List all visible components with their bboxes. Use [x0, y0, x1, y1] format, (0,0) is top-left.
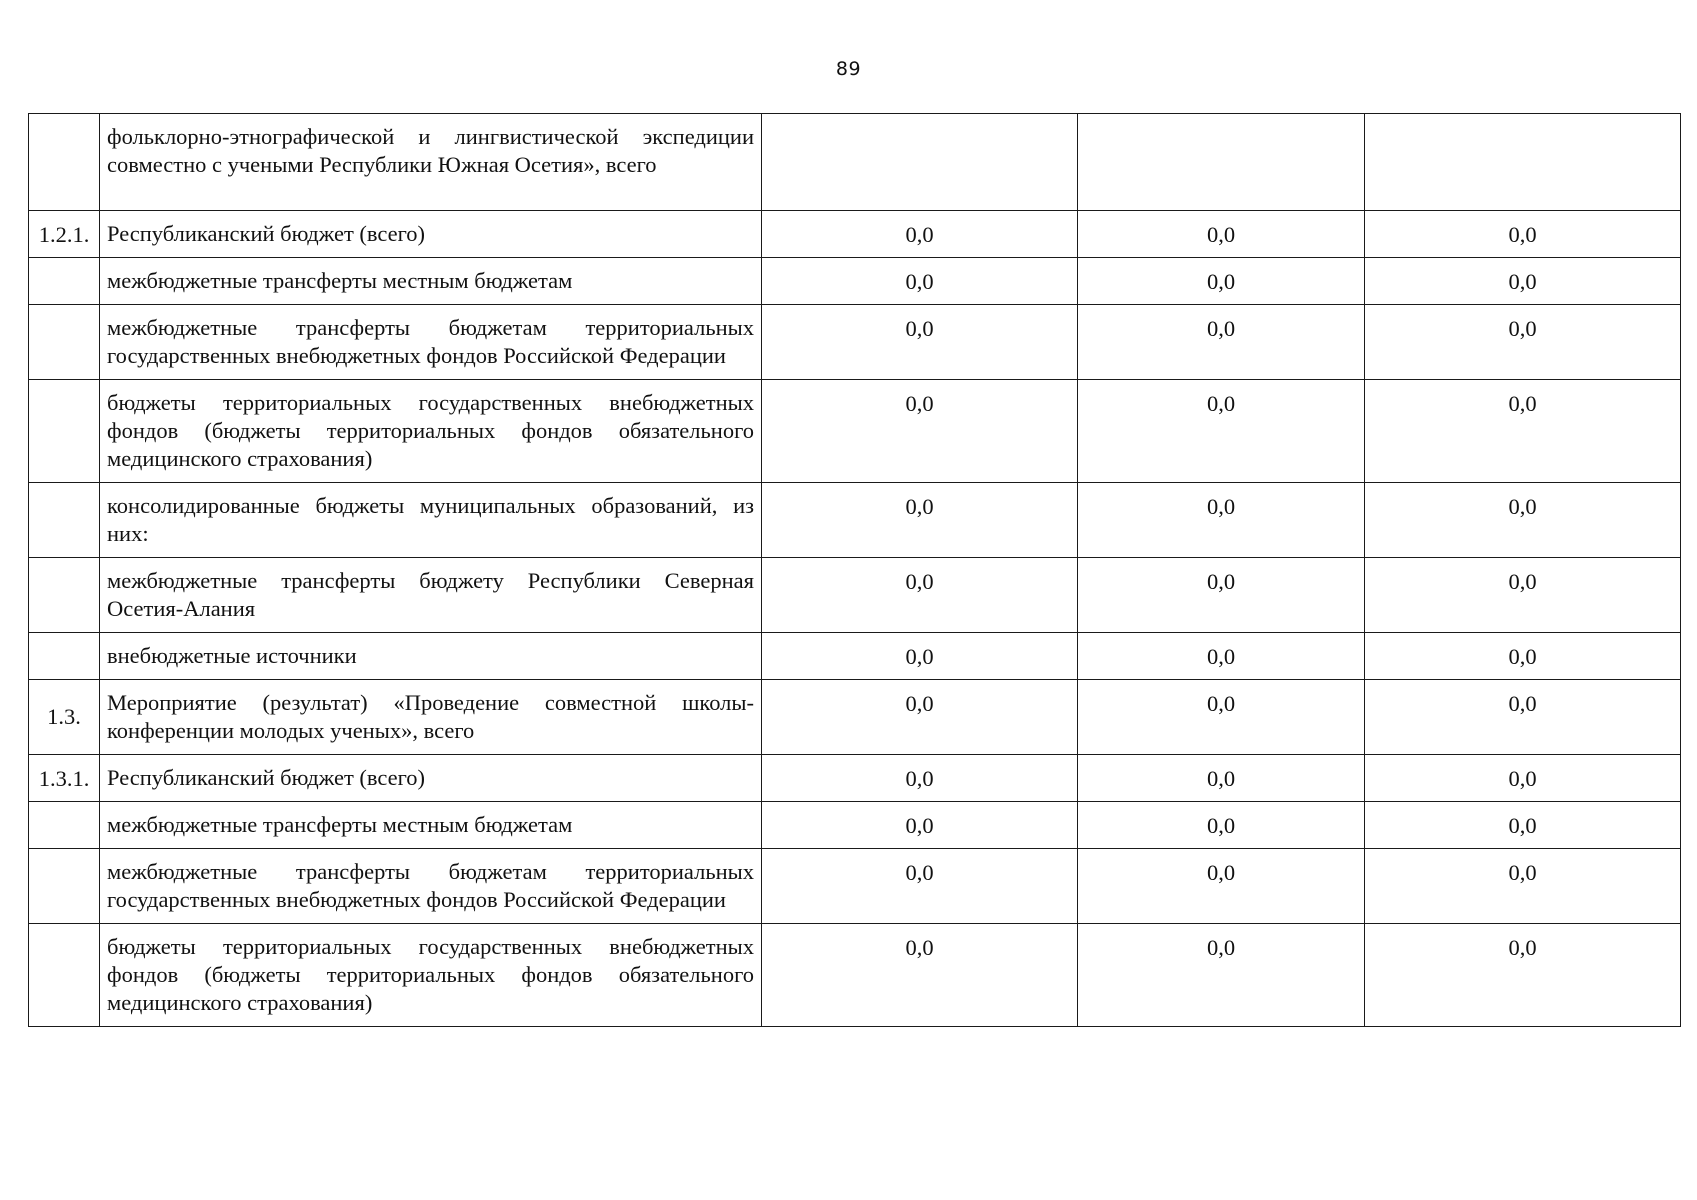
value-cell: 0,0: [1365, 849, 1681, 924]
table-row: [29, 633, 1681, 680]
table-row: [29, 114, 1681, 211]
row-description: межбюджетные трансферты бюджетам территориальных государственных внебюджетных фондов Российской Федерации: [100, 305, 762, 380]
value-cell: 0,0: [1365, 680, 1681, 755]
value-cell: 0,0: [762, 924, 1078, 1027]
value-cell: 0,0: [762, 211, 1078, 258]
page-number: 89: [835, 58, 862, 80]
value-cell: 0,0: [1365, 483, 1681, 558]
value-cell: 0,0: [1078, 849, 1365, 924]
row-number: 1.2.1.: [29, 211, 100, 258]
row-description: межбюджетные трансферты местным бюджетам: [100, 802, 762, 849]
table-row: [29, 380, 1681, 483]
value-cell: [762, 114, 1078, 211]
row-description: межбюджетные трансферты бюджетам территориальных государственных внебюджетных фондов Российской Федерации: [100, 849, 762, 924]
value-cell: 0,0: [1078, 483, 1365, 558]
budget-table: [28, 113, 1681, 1027]
row-number: 1.3.1.: [29, 755, 100, 802]
value-cell: 0,0: [1078, 258, 1365, 305]
value-cell: 0,0: [762, 755, 1078, 802]
value-cell: 0,0: [1365, 755, 1681, 802]
row-description: бюджеты территориальных государственных внебюджетных фондов (бюджеты территориальных фондов обязательного медицинского страхования): [100, 924, 762, 1027]
value-cell: 0,0: [762, 483, 1078, 558]
value-cell: 0,0: [1078, 680, 1365, 755]
value-cell: 0,0: [762, 380, 1078, 483]
row-number: [29, 924, 100, 1027]
value-cell: 0,0: [1365, 211, 1681, 258]
value-cell: 0,0: [1078, 802, 1365, 849]
value-cell: 0,0: [1078, 211, 1365, 258]
row-description: Мероприятие (результат) «Проведение совместной школы-конференции молодых ученых», всего: [100, 680, 762, 755]
row-number: [29, 258, 100, 305]
row-number: [29, 305, 100, 380]
value-cell: 0,0: [762, 802, 1078, 849]
value-cell: 0,0: [1365, 380, 1681, 483]
table-row: [29, 483, 1681, 558]
row-description: Республиканский бюджет (всего): [100, 211, 762, 258]
value-cell: 0,0: [1078, 305, 1365, 380]
value-cell: 0,0: [762, 680, 1078, 755]
value-cell: 0,0: [1078, 380, 1365, 483]
row-description: Республиканский бюджет (всего): [100, 755, 762, 802]
row-description: фольклорно-этнографической и лингвистической экспедиции совместно с учеными Республики Южная Осетия», всего: [100, 114, 762, 211]
value-cell: 0,0: [1078, 755, 1365, 802]
table-row: [29, 924, 1681, 1027]
row-number: [29, 802, 100, 849]
table-row: [29, 558, 1681, 633]
value-cell: 0,0: [1365, 305, 1681, 380]
table-row: [29, 211, 1681, 258]
value-cell: [1078, 114, 1365, 211]
row-number: [29, 483, 100, 558]
value-cell: 0,0: [1365, 802, 1681, 849]
value-cell: 0,0: [762, 558, 1078, 633]
value-cell: [1365, 114, 1681, 211]
value-cell: 0,0: [1078, 924, 1365, 1027]
row-number: [29, 849, 100, 924]
row-number: [29, 380, 100, 483]
table-row: [29, 680, 1681, 755]
value-cell: 0,0: [1365, 924, 1681, 1027]
value-cell: 0,0: [762, 633, 1078, 680]
table-row: [29, 258, 1681, 305]
row-description: бюджеты территориальных государственных внебюджетных фондов (бюджеты территориальных фондов обязательного медицинского страхования): [100, 380, 762, 483]
row-description: консолидированные бюджеты муниципальных образований, из них:: [100, 483, 762, 558]
table-row: [29, 305, 1681, 380]
row-description: межбюджетные трансферты бюджету Республики Северная Осетия-Алания: [100, 558, 762, 633]
table-row: [29, 849, 1681, 924]
table-row: [29, 755, 1681, 802]
row-number: [29, 633, 100, 680]
value-cell: 0,0: [1078, 558, 1365, 633]
value-cell: 0,0: [1078, 633, 1365, 680]
value-cell: 0,0: [1365, 558, 1681, 633]
row-number: [29, 558, 100, 633]
value-cell: 0,0: [762, 849, 1078, 924]
row-number: [29, 114, 100, 211]
value-cell: 0,0: [1365, 258, 1681, 305]
row-description: межбюджетные трансферты местным бюджетам: [100, 258, 762, 305]
row-number: 1.3.: [29, 680, 100, 755]
value-cell: 0,0: [762, 258, 1078, 305]
row-description: внебюджетные источники: [100, 633, 762, 680]
value-cell: 0,0: [762, 305, 1078, 380]
table-row: [29, 802, 1681, 849]
value-cell: 0,0: [1365, 633, 1681, 680]
